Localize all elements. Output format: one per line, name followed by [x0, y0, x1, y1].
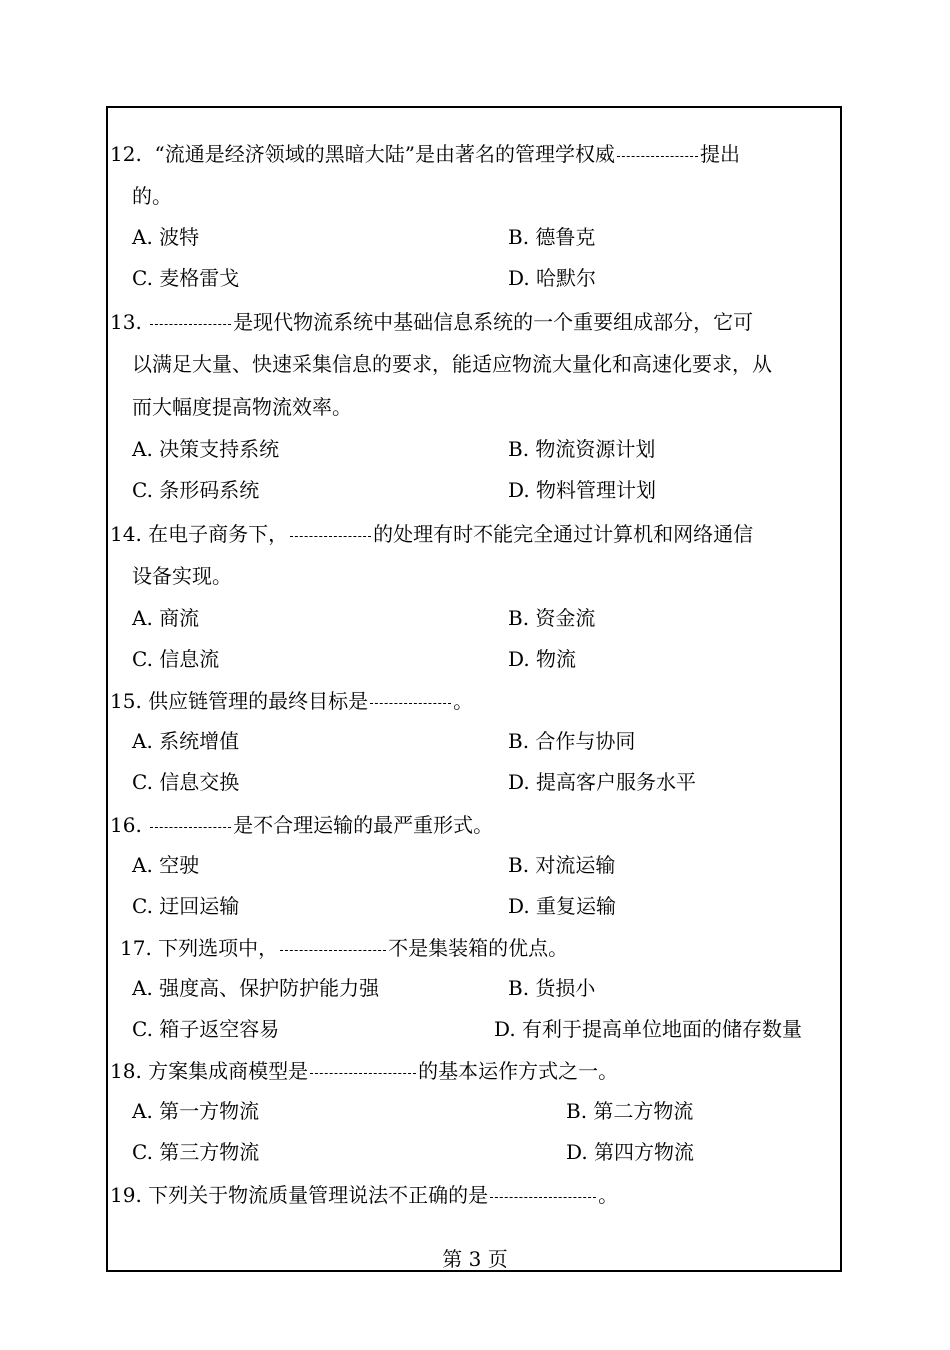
question-13-stem-cont2: 而大幅度提高物流效率。: [132, 395, 352, 419]
question-15-stem: 15. 供应链管理的最终目标是 。: [110, 689, 474, 713]
question-18-option-b: B. 第二方物流: [566, 1099, 694, 1123]
answer-blank: [488, 1182, 598, 1202]
question-13-stem-cont: 以满足大量、快速采集信息的要求，能适应物流大量化和高速化要求，从: [132, 352, 772, 376]
answer-blank: [615, 141, 700, 161]
question-15-option-c: C. 信息交换: [132, 770, 240, 794]
answer-blank: [368, 688, 453, 708]
question-18-option-c: C. 第三方物流: [132, 1140, 260, 1164]
question-12-stem-cont: 的。: [132, 184, 172, 208]
question-13-option-b: B. 物流资源计划: [508, 437, 656, 461]
question-14-option-b: B. 资金流: [508, 606, 596, 630]
page-number: 第 3 页: [442, 1247, 508, 1271]
question-12-stem: 12. “流通是经济领域的黑暗大陆”是由著名的管理学权威 提出: [110, 142, 740, 166]
question-13-stem: 13. 是现代物流系统中基础信息系统的一个重要组成部分，它可: [110, 310, 754, 334]
answer-blank: [278, 935, 388, 955]
question-17-option-a: A. 强度高、保护防护能力强: [132, 976, 380, 1000]
question-13-option-a: A. 决策支持系统: [132, 437, 280, 461]
question-16-option-b: B. 对流运输: [508, 853, 616, 877]
question-13-option-d: D. 物料管理计划: [508, 478, 657, 502]
question-16-option-a: A. 空驶: [132, 853, 200, 877]
answer-blank: [148, 812, 233, 832]
question-17-option-d: D. 有利于提高单位地面的储存数量: [494, 1017, 803, 1041]
answer-blank: [308, 1058, 418, 1078]
question-17-option-c: C. 箱子返空容易: [132, 1017, 280, 1041]
question-13-option-c: C. 条形码系统: [132, 478, 260, 502]
question-14-option-d: D. 物流: [508, 647, 577, 671]
question-14-option-a: A. 商流: [132, 606, 200, 630]
question-14-stem-cont: 设备实现。: [132, 564, 232, 588]
question-15-option-d: D. 提高客户服务水平: [508, 770, 697, 794]
question-14-stem: 14. 在电子商务下， 的处理有时不能完全通过计算机和网络通信: [110, 522, 754, 546]
answer-blank: [148, 309, 233, 329]
question-17-stem: 17. 下列选项中， 不是集装箱的优点。: [120, 936, 569, 960]
question-16-option-d: D. 重复运输: [508, 894, 617, 918]
question-17-option-b: B. 货损小: [508, 976, 596, 1000]
question-12-option-d: D. 哈默尔: [508, 266, 597, 290]
question-18-stem: 18. 方案集成商模型是 的基本运作方式之一。: [110, 1059, 619, 1083]
question-18-option-a: A. 第一方物流: [132, 1099, 260, 1123]
question-14-option-c: C. 信息流: [132, 647, 220, 671]
question-19-stem: 19. 下列关于物流质量管理说法不正确的是 。: [110, 1183, 619, 1207]
answer-blank: [288, 521, 373, 541]
question-12-option-a: A. 波特: [132, 225, 200, 249]
question-16-option-c: C. 迂回运输: [132, 894, 240, 918]
question-15-option-b: B. 合作与协同: [508, 729, 636, 753]
question-18-option-d: D. 第四方物流: [566, 1140, 695, 1164]
question-12-option-c: C. 麦格雷戈: [132, 266, 240, 290]
question-12-option-b: B. 德鲁克: [508, 225, 596, 249]
question-16-stem: 16. 是不合理运输的最严重形式。: [110, 813, 494, 837]
question-15-option-a: A. 系统增值: [132, 729, 240, 753]
